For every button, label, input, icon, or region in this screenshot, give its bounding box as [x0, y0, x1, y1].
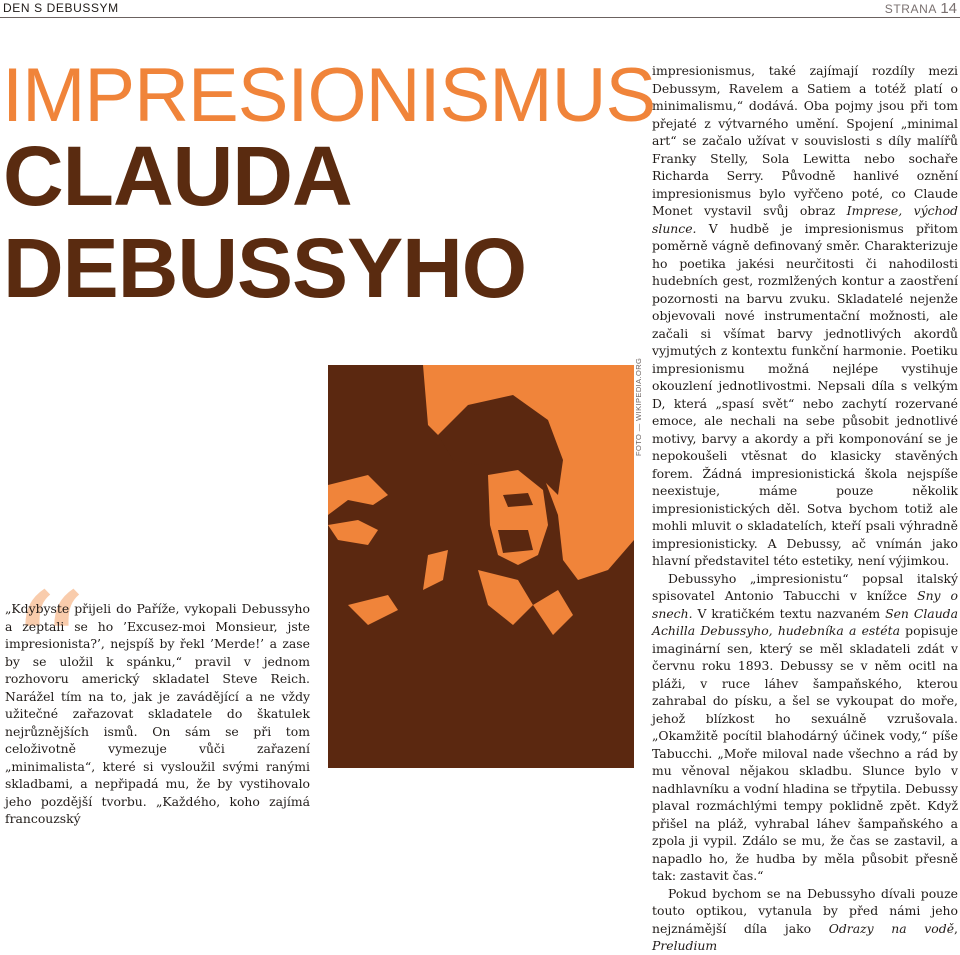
right-paragraph-3 [652, 885, 958, 955]
portrait-illustration [328, 365, 634, 768]
page-number: 14 [940, 0, 957, 17]
p3-text-b: , [954, 920, 958, 936]
p3-italic-b: Preludium [652, 938, 718, 953]
photo-credit: FOTO — WIKIPEDIA.ORG [634, 357, 643, 456]
p2-text-c: popisuje imaginární sen, který se měl skladateli zdát v červnu roku 1893. Debussy se v něm ocitl na pláži, v ruce láhev šampaňského, kterou zahrabal do písku, a šel se vykoupat do moře, jehož blízkost ho sexuálně vzrušovala. „Okamžitě pocítil blahodárný účinek vody,“ píše Tabucchi. „Moře miloval nade všechno a rád by mu věnoval nějakou skladbu. Slunce bylo v nadhlavníku a vodní hladina se třpytila. Debussy plaval rozmáchlými tempy poklidně zpět. Když přišel na pláž, vyhrabal láhev šampaňského a zpola ji vypil. Zdálo se mu, že čas se zastavil, a napadlo ho, že hudba by měla působit přesně tak: zastavit čas.“ [652, 623, 958, 883]
p3-italic-a: Odrazy na vodě [828, 920, 955, 936]
left-paragraph: „Kdybyste přijeli do Paříže, vykopali Debussyho a zeptali se ho ’Excusez-moi Monsieur, jste impresionista?’, nejspíš by řekl ’Merde!’ a zase by se uložil k spánku,“ pravil v jednom rozhovoru americký skladatel Steve Reich. Narážel tím na to, jak je zavádějící a ne vždy užitečné zařazovat skladatele do škatulek nejrůznějších ismů. On sám se při tom celoživotně vymezuje vůči zařazení „minimalista“, které si vysloužil svými ranými skladbami, a nepřipadá mu, že by vystihovalo jeho pozdější tvorbu. „Každého, koho zajímá francouzský [5, 601, 310, 826]
p1-text-b: V hudbě je impresionismus přitom poměrně vágně definovaný směr. Charakterizuje ho poetika jakési neurčitosti či nahodilosti hudebních gest, rozmlžených kontur a zaostření pozornosti na barvu zvuku. Skladatelé nejenže objevovali nové instrumentační možnosti, ale začali si všímat barvy jednotlivých akordů vyjmutých z kontextu funkční harmonie. Poetiku impresionismu možná nejlépe vystihuje okouzlení jednotlivostmi. Nepsali díla s velkým D, která „spasí svět“ nebo zachytí rozervané emoce, ale nechali na sebe působit jednotlivé motivy, barvy a akordy a při komponování se je nepokoušeli vtěsnat do klasicky stavěných forem. Žádná impresionistická škola nejspíše neexistuje, máme pouze několik impresionistických děl. Sotva bychom totiž ale mohli mluvit o skladatelích, kteří psali výhradně impresionisticky. A Debussy, ač vnímán jako hlavní představitel této estetiky, není výjimkou. [652, 220, 958, 568]
p1-text-a: impresionismus, také zajímají rozdíly mezi Debussym, Ravelem a Satiem a totéž platí o minimalismu,“ dodává. Oba pojmy jsou při tom přejaté z výtvarného umění. Spojení „minimal art“ se začalo užívat v souvislosti s díly malířů Franky Stelly, Sola Lewitta nebo sochaře Richarda Serry. Původně hanlivé oznění impresionismus bylo vyřčeno poté, co Claude Monet vystavil svůj obraz [652, 63, 958, 218]
title-line-2: CLAUDA [3, 129, 352, 223]
quote-mark-icon: “ [10, 562, 87, 736]
title-line-1: IMPRESIONISMUS [2, 53, 656, 138]
p2-text-a: Debussyho „impresionistu“ popsal italský spisovatel Antonio Tabucchi v knížce [652, 570, 958, 603]
right-column-text [652, 62, 958, 955]
left-column-text [5, 600, 310, 828]
p2-text-b: V kratičkém textu nazvaném [692, 605, 886, 621]
p3-text-a: Pokud bychom se na Debussyho dívali pouze touto optikou, vytanula by před námi jeho nejznámější díla jako [652, 885, 958, 936]
right-paragraph-1 [652, 62, 958, 570]
page-label: STRANA [884, 2, 937, 16]
page-indicator [885, 0, 957, 17]
title-line-3: DEBUSSYHO [3, 221, 527, 315]
p2-italic-b: Sen Clauda Achilla Debussyho, hudebníka a estéta [652, 605, 958, 638]
section-label: DEN S DEBUSSYM [3, 1, 119, 15]
p1-italic: Imprese, východ slunce. [652, 203, 958, 236]
p2-italic-a: Sny o snech. [652, 588, 959, 621]
page-header [0, 0, 960, 18]
right-paragraph-2 [652, 570, 958, 885]
debussy-portrait-photo [328, 365, 634, 768]
